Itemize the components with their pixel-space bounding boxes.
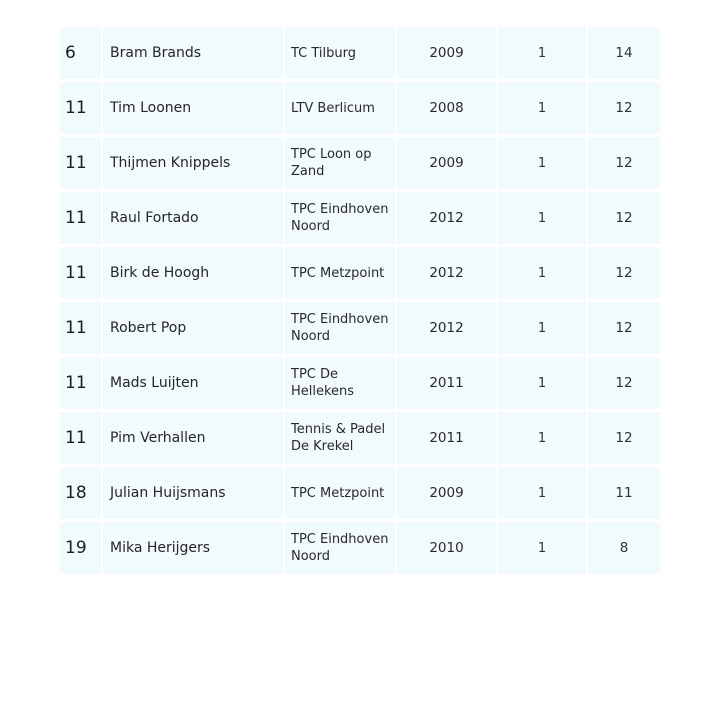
club-cell — [285, 302, 395, 354]
count-cell: 1 — [498, 137, 586, 189]
player-name-cell: Raul Fortado — [103, 192, 283, 244]
count-cell: 1 — [498, 467, 586, 519]
birth-year-cell: 2010 — [397, 522, 496, 574]
count-cell: 1 — [498, 82, 586, 134]
birth-year-cell: 2012 — [397, 302, 496, 354]
table-row — [60, 522, 660, 574]
table-row — [60, 247, 660, 299]
club-text: TPC De Hellekens — [291, 367, 355, 399]
club-cell — [285, 412, 395, 464]
club-cell — [285, 82, 395, 134]
rank-cell: 11 — [60, 247, 101, 299]
club-text: TPC Metzpoint — [291, 485, 385, 501]
club-cell — [285, 27, 395, 79]
table-row — [60, 192, 660, 244]
birth-year-cell: 2011 — [397, 412, 496, 464]
ranking-table — [58, 24, 662, 577]
rank-cell: 11 — [60, 137, 101, 189]
birth-year-cell: 2008 — [397, 82, 496, 134]
club-text: LTV Berlicum — [291, 100, 375, 116]
club-text: TC Tilburg — [291, 45, 357, 61]
birth-year-cell: 2009 — [397, 467, 496, 519]
points-cell: 12 — [588, 137, 660, 189]
count-cell: 1 — [498, 357, 586, 409]
points-cell: 12 — [588, 357, 660, 409]
rank-cell: 11 — [60, 357, 101, 409]
club-text: Tennis & Padel De Krekel — [291, 422, 386, 454]
rank-cell: 18 — [60, 467, 101, 519]
points-cell: 14 — [588, 27, 660, 79]
rank-cell: 11 — [60, 192, 101, 244]
rank-cell: 19 — [60, 522, 101, 574]
count-cell: 1 — [498, 522, 586, 574]
club-cell — [285, 522, 395, 574]
club-cell — [285, 357, 395, 409]
rank-cell: 11 — [60, 412, 101, 464]
birth-year-cell: 2009 — [397, 27, 496, 79]
points-cell: 12 — [588, 412, 660, 464]
points-cell: 11 — [588, 467, 660, 519]
count-cell: 1 — [498, 192, 586, 244]
club-text: TPC Eindhoven Noord — [291, 312, 389, 344]
points-cell: 12 — [588, 82, 660, 134]
table-row — [60, 357, 660, 409]
points-cell: 12 — [588, 302, 660, 354]
birth-year-cell: 2011 — [397, 357, 496, 409]
club-text: TPC Eindhoven Noord — [291, 532, 389, 564]
table-row — [60, 82, 660, 134]
birth-year-cell: 2012 — [397, 192, 496, 244]
player-name-cell: Thijmen Knippels — [103, 137, 283, 189]
player-name-cell: Julian Huijsmans — [103, 467, 283, 519]
table-row — [60, 302, 660, 354]
count-cell: 1 — [498, 27, 586, 79]
count-cell: 1 — [498, 302, 586, 354]
player-name-cell: Mads Luijten — [103, 357, 283, 409]
birth-year-cell: 2009 — [397, 137, 496, 189]
player-name-cell: Mika Herijgers — [103, 522, 283, 574]
player-name-cell: Birk de Hoogh — [103, 247, 283, 299]
player-name-cell: Bram Brands — [103, 27, 283, 79]
club-text: TPC Eindhoven Noord — [291, 202, 389, 234]
ranking-table-body — [60, 27, 660, 574]
table-row — [60, 412, 660, 464]
points-cell: 12 — [588, 192, 660, 244]
player-name-cell: Tim Loonen — [103, 82, 283, 134]
birth-year-cell: 2012 — [397, 247, 496, 299]
points-cell: 8 — [588, 522, 660, 574]
count-cell: 1 — [498, 247, 586, 299]
rank-cell: 6 — [60, 27, 101, 79]
player-name-cell: Pim Verhallen — [103, 412, 283, 464]
rank-cell: 11 — [60, 302, 101, 354]
points-cell: 12 — [588, 247, 660, 299]
table-row — [60, 27, 660, 79]
rank-cell: 11 — [60, 82, 101, 134]
count-cell: 1 — [498, 412, 586, 464]
club-text: TPC Loon op Zand — [291, 147, 372, 179]
club-cell — [285, 192, 395, 244]
club-text: TPC Metzpoint — [291, 265, 385, 281]
player-name-cell: Robert Pop — [103, 302, 283, 354]
club-cell — [285, 137, 395, 189]
club-cell — [285, 467, 395, 519]
table-row — [60, 137, 660, 189]
club-cell — [285, 247, 395, 299]
table-row — [60, 467, 660, 519]
